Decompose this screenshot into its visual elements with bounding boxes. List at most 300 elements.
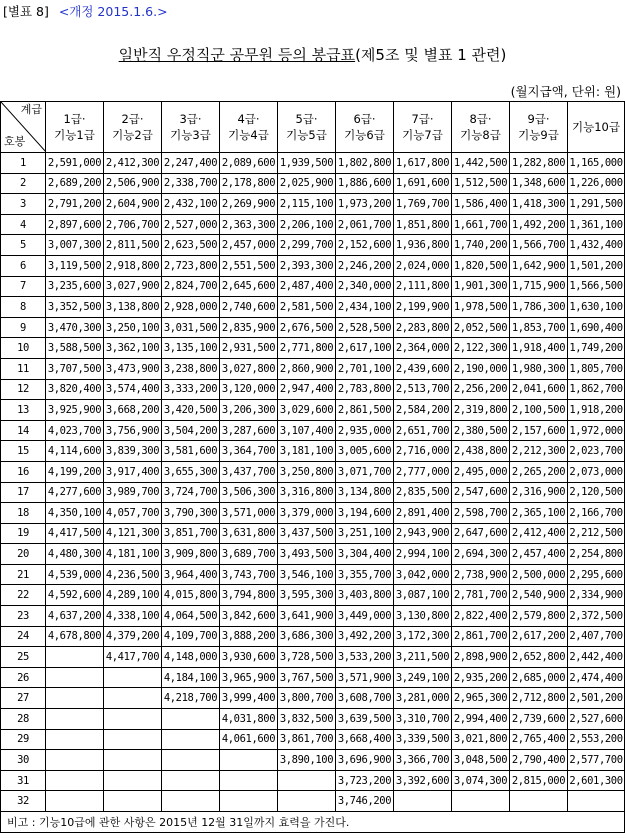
salary-cell: 3,238,800 bbox=[162, 358, 220, 379]
salary-cell: 2,935,200 bbox=[452, 667, 510, 688]
salary-cell: 2,547,600 bbox=[452, 482, 510, 503]
step-number: 6 bbox=[1, 255, 46, 276]
salary-cell: 2,591,000 bbox=[46, 153, 104, 174]
salary-cell: 4,057,700 bbox=[104, 503, 162, 524]
salary-cell: 1,901,300 bbox=[452, 276, 510, 297]
salary-cell bbox=[46, 709, 104, 730]
salary-cell: 1,805,700 bbox=[568, 358, 625, 379]
salary-cell: 3,120,000 bbox=[220, 379, 278, 400]
salary-cell: 3,250,100 bbox=[104, 317, 162, 338]
salary-cell: 4,592,600 bbox=[46, 585, 104, 606]
salary-cell: 2,712,800 bbox=[510, 688, 568, 709]
salary-cell: 2,295,600 bbox=[568, 564, 625, 585]
salary-cell: 3,724,700 bbox=[162, 482, 220, 503]
salary-cell: 3,107,400 bbox=[278, 420, 336, 441]
salary-cell bbox=[220, 750, 278, 771]
salary-cell: 2,815,000 bbox=[510, 770, 568, 791]
table-row bbox=[1, 441, 625, 462]
salary-cell: 1,978,500 bbox=[452, 297, 510, 318]
step-axis-label: 호봉 bbox=[4, 135, 26, 148]
salary-cell: 4,218,700 bbox=[162, 688, 220, 709]
salary-cell: 2,617,200 bbox=[510, 626, 568, 647]
salary-cell: 3,743,700 bbox=[220, 564, 278, 585]
salary-cell: 3,281,000 bbox=[394, 688, 452, 709]
salary-cell: 2,089,600 bbox=[220, 153, 278, 174]
step-number: 28 bbox=[1, 709, 46, 730]
salary-cell bbox=[46, 688, 104, 709]
table-row bbox=[1, 523, 625, 544]
salary-cell: 2,319,800 bbox=[452, 400, 510, 421]
salary-cell: 3,574,400 bbox=[104, 379, 162, 400]
salary-cell: 2,935,000 bbox=[336, 420, 394, 441]
annex-label: [별표 8] bbox=[3, 4, 49, 19]
salary-cell: 3,689,700 bbox=[220, 544, 278, 565]
salary-cell: 2,372,500 bbox=[568, 606, 625, 627]
salary-cell: 3,890,100 bbox=[278, 750, 336, 771]
salary-cell: 1,715,900 bbox=[510, 276, 568, 297]
salary-cell: 1,432,400 bbox=[568, 235, 625, 256]
salary-cell: 3,794,800 bbox=[220, 585, 278, 606]
grade-column-header bbox=[162, 102, 220, 153]
salary-cell: 3,790,300 bbox=[162, 503, 220, 524]
salary-table bbox=[0, 101, 625, 833]
salary-cell: 3,366,700 bbox=[394, 750, 452, 771]
salary-cell: 4,678,800 bbox=[46, 626, 104, 647]
step-number: 12 bbox=[1, 379, 46, 400]
salary-cell: 1,586,400 bbox=[452, 194, 510, 215]
page-title bbox=[0, 44, 625, 65]
salary-cell: 1,786,300 bbox=[510, 297, 568, 318]
salary-cell: 2,340,000 bbox=[336, 276, 394, 297]
salary-cell: 2,380,500 bbox=[452, 420, 510, 441]
salary-cell: 2,943,900 bbox=[394, 523, 452, 544]
salary-cell: 2,738,900 bbox=[452, 564, 510, 585]
salary-cell: 2,947,400 bbox=[278, 379, 336, 400]
salary-cell: 2,723,800 bbox=[162, 255, 220, 276]
salary-cell: 2,994,100 bbox=[394, 544, 452, 565]
salary-cell: 3,134,800 bbox=[336, 482, 394, 503]
salary-cell bbox=[104, 667, 162, 688]
skill-grade-label: 기능5급 bbox=[286, 128, 327, 142]
salary-cell: 1,630,100 bbox=[568, 297, 625, 318]
salary-cell: 2,434,100 bbox=[336, 297, 394, 318]
step-number: 2 bbox=[1, 173, 46, 194]
salary-cell: 3,235,600 bbox=[46, 276, 104, 297]
table-row bbox=[1, 255, 625, 276]
step-number: 21 bbox=[1, 564, 46, 585]
salary-cell: 2,931,500 bbox=[220, 338, 278, 359]
salary-cell: 2,412,300 bbox=[104, 153, 162, 174]
salary-cell: 4,061,600 bbox=[220, 729, 278, 750]
salary-cell bbox=[278, 770, 336, 791]
salary-cell: 2,835,900 bbox=[220, 317, 278, 338]
grade-label: 8급· bbox=[469, 112, 492, 126]
salary-cell: 2,781,700 bbox=[452, 585, 510, 606]
salary-cell: 2,811,500 bbox=[104, 235, 162, 256]
step-number: 5 bbox=[1, 235, 46, 256]
footnote: 비고 : 기능10급에 관한 사항은 2015년 12월 31일까지 효력을 가진다. bbox=[1, 812, 625, 833]
salary-cell: 3,504,200 bbox=[162, 420, 220, 441]
salary-cell: 2,500,000 bbox=[510, 564, 568, 585]
table-row bbox=[1, 317, 625, 338]
salary-cell: 3,304,400 bbox=[336, 544, 394, 565]
step-number: 17 bbox=[1, 482, 46, 503]
annex-header bbox=[3, 2, 168, 20]
salary-cell bbox=[46, 647, 104, 668]
salary-cell: 1,566,500 bbox=[568, 276, 625, 297]
table-row bbox=[1, 153, 625, 174]
salary-cell: 3,027,800 bbox=[220, 358, 278, 379]
salary-cell: 1,749,200 bbox=[568, 338, 625, 359]
salary-cell: 3,707,500 bbox=[46, 358, 104, 379]
salary-cell: 3,392,600 bbox=[394, 770, 452, 791]
salary-cell: 3,087,100 bbox=[394, 585, 452, 606]
salary-cell: 2,651,700 bbox=[394, 420, 452, 441]
step-number: 14 bbox=[1, 420, 46, 441]
salary-cell: 3,074,300 bbox=[452, 770, 510, 791]
salary-cell: 3,668,400 bbox=[336, 729, 394, 750]
step-number: 3 bbox=[1, 194, 46, 215]
salary-cell: 2,438,800 bbox=[452, 441, 510, 462]
salary-cell: 1,348,600 bbox=[510, 173, 568, 194]
salary-cell: 1,291,500 bbox=[568, 194, 625, 215]
step-number: 32 bbox=[1, 791, 46, 812]
corner-cell bbox=[1, 102, 46, 153]
salary-cell: 2,120,500 bbox=[568, 482, 625, 503]
table-row bbox=[1, 461, 625, 482]
salary-cell: 3,756,900 bbox=[104, 420, 162, 441]
salary-cell: 3,888,200 bbox=[220, 626, 278, 647]
skill-grade-label: 기능1급 bbox=[54, 128, 95, 142]
table-row bbox=[1, 276, 625, 297]
step-number: 20 bbox=[1, 544, 46, 565]
table-row bbox=[1, 420, 625, 441]
salary-cell: 3,048,500 bbox=[452, 750, 510, 771]
salary-cell: 3,506,300 bbox=[220, 482, 278, 503]
table-row bbox=[1, 729, 625, 750]
salary-cell: 3,031,500 bbox=[162, 317, 220, 338]
salary-cell: 3,581,600 bbox=[162, 441, 220, 462]
salary-cell: 4,277,600 bbox=[46, 482, 104, 503]
salary-cell: 4,181,100 bbox=[104, 544, 162, 565]
salary-cell: 2,457,400 bbox=[510, 544, 568, 565]
salary-cell: 2,073,000 bbox=[568, 461, 625, 482]
salary-cell: 2,495,000 bbox=[452, 461, 510, 482]
salary-cell: 2,965,300 bbox=[452, 688, 510, 709]
table-row bbox=[1, 606, 625, 627]
grade-column-header bbox=[278, 102, 336, 153]
step-number: 7 bbox=[1, 276, 46, 297]
salary-cell: 2,363,300 bbox=[220, 214, 278, 235]
footnote-row bbox=[1, 812, 625, 833]
salary-cell: 3,172,300 bbox=[394, 626, 452, 647]
salary-cell: 2,777,000 bbox=[394, 461, 452, 482]
salary-cell: 2,178,800 bbox=[220, 173, 278, 194]
salary-cell: 1,512,500 bbox=[452, 173, 510, 194]
salary-cell: 1,853,700 bbox=[510, 317, 568, 338]
salary-cell: 2,254,800 bbox=[568, 544, 625, 565]
salary-cell: 2,598,700 bbox=[452, 503, 510, 524]
salary-cell: 3,007,300 bbox=[46, 235, 104, 256]
salary-cell: 2,122,300 bbox=[452, 338, 510, 359]
salary-cell: 3,999,400 bbox=[220, 688, 278, 709]
salary-cell: 2,439,600 bbox=[394, 358, 452, 379]
salary-cell: 4,637,200 bbox=[46, 606, 104, 627]
salary-cell: 3,767,500 bbox=[278, 667, 336, 688]
salary-cell: 2,540,900 bbox=[510, 585, 568, 606]
salary-cell: 4,350,100 bbox=[46, 503, 104, 524]
salary-cell: 2,623,500 bbox=[162, 235, 220, 256]
salary-cell: 4,539,000 bbox=[46, 564, 104, 585]
salary-cell: 3,379,000 bbox=[278, 503, 336, 524]
grade-column-header bbox=[220, 102, 278, 153]
salary-cell: 3,470,300 bbox=[46, 317, 104, 338]
salary-cell: 1,862,700 bbox=[568, 379, 625, 400]
salary-cell: 2,716,000 bbox=[394, 441, 452, 462]
skill-grade-label: 기능10급 bbox=[572, 120, 620, 134]
salary-cell: 3,917,400 bbox=[104, 461, 162, 482]
salary-cell: 3,965,900 bbox=[220, 667, 278, 688]
table-row bbox=[1, 770, 625, 791]
salary-cell: 2,835,500 bbox=[394, 482, 452, 503]
table-row bbox=[1, 194, 625, 215]
table-row bbox=[1, 544, 625, 565]
salary-cell: 2,740,600 bbox=[220, 297, 278, 318]
salary-cell: 3,820,400 bbox=[46, 379, 104, 400]
grade-column-header bbox=[568, 102, 625, 153]
grade-label: 2급· bbox=[121, 112, 144, 126]
salary-cell: 3,608,700 bbox=[336, 688, 394, 709]
step-number: 29 bbox=[1, 729, 46, 750]
grade-label: 3급· bbox=[179, 112, 202, 126]
grade-label: 5급· bbox=[295, 112, 318, 126]
salary-cell: 2,115,100 bbox=[278, 194, 336, 215]
salary-cell: 2,584,200 bbox=[394, 400, 452, 421]
salary-cell: 3,668,200 bbox=[104, 400, 162, 421]
salary-cell: 3,181,100 bbox=[278, 441, 336, 462]
salary-cell: 1,361,100 bbox=[568, 214, 625, 235]
salary-cell bbox=[220, 791, 278, 812]
salary-cell bbox=[452, 791, 510, 812]
salary-cell: 1,939,500 bbox=[278, 153, 336, 174]
salary-cell: 4,031,800 bbox=[220, 709, 278, 730]
salary-cell: 2,432,100 bbox=[162, 194, 220, 215]
salary-cell: 2,645,600 bbox=[220, 276, 278, 297]
salary-cell: 1,740,200 bbox=[452, 235, 510, 256]
step-number: 25 bbox=[1, 647, 46, 668]
salary-cell: 4,023,700 bbox=[46, 420, 104, 441]
table-row bbox=[1, 400, 625, 421]
salary-cell: 2,206,100 bbox=[278, 214, 336, 235]
skill-grade-label: 기능7급 bbox=[402, 128, 443, 142]
grade-column-header bbox=[394, 102, 452, 153]
salary-cell: 3,655,300 bbox=[162, 461, 220, 482]
salary-cell: 3,027,900 bbox=[104, 276, 162, 297]
salary-cell: 4,148,000 bbox=[162, 647, 220, 668]
salary-cell: 2,246,200 bbox=[336, 255, 394, 276]
salary-cell: 3,042,000 bbox=[394, 564, 452, 585]
salary-cell: 2,928,000 bbox=[162, 297, 220, 318]
salary-cell bbox=[278, 791, 336, 812]
salary-cell: 1,769,700 bbox=[394, 194, 452, 215]
salary-cell: 2,617,100 bbox=[336, 338, 394, 359]
salary-cell: 2,393,300 bbox=[278, 255, 336, 276]
salary-cell: 1,918,200 bbox=[568, 400, 625, 421]
table-row bbox=[1, 235, 625, 256]
salary-cell: 2,265,200 bbox=[510, 461, 568, 482]
salary-cell: 2,551,500 bbox=[220, 255, 278, 276]
salary-cell: 3,355,700 bbox=[336, 564, 394, 585]
table-row bbox=[1, 358, 625, 379]
salary-cell: 4,338,100 bbox=[104, 606, 162, 627]
step-number: 18 bbox=[1, 503, 46, 524]
salary-cell bbox=[46, 770, 104, 791]
table-row bbox=[1, 173, 625, 194]
salary-cell: 3,021,800 bbox=[452, 729, 510, 750]
salary-cell: 3,071,700 bbox=[336, 461, 394, 482]
salary-cell: 2,701,100 bbox=[336, 358, 394, 379]
salary-cell: 1,492,200 bbox=[510, 214, 568, 235]
salary-cell: 2,689,200 bbox=[46, 173, 104, 194]
salary-cell: 3,686,300 bbox=[278, 626, 336, 647]
skill-grade-label: 기능8급 bbox=[460, 128, 501, 142]
grade-label: 4급· bbox=[237, 112, 260, 126]
step-number: 8 bbox=[1, 297, 46, 318]
salary-cell: 3,925,900 bbox=[46, 400, 104, 421]
salary-cell: 2,025,900 bbox=[278, 173, 336, 194]
salary-cell bbox=[220, 770, 278, 791]
salary-cell: 2,334,900 bbox=[568, 585, 625, 606]
salary-cell: 2,897,600 bbox=[46, 214, 104, 235]
salary-cell: 3,403,800 bbox=[336, 585, 394, 606]
table-row bbox=[1, 379, 625, 400]
title-main: 일반직 우정직군 공무원 등의 봉급표 bbox=[118, 46, 356, 64]
salary-cell: 3,842,600 bbox=[220, 606, 278, 627]
salary-cell: 2,604,900 bbox=[104, 194, 162, 215]
salary-cell bbox=[104, 770, 162, 791]
salary-cell: 2,918,800 bbox=[104, 255, 162, 276]
salary-cell: 3,909,800 bbox=[162, 544, 220, 565]
grade-column-header bbox=[336, 102, 394, 153]
salary-cell: 2,412,400 bbox=[510, 523, 568, 544]
salary-cell: 2,100,500 bbox=[510, 400, 568, 421]
salary-cell: 3,832,500 bbox=[278, 709, 336, 730]
salary-cell: 2,299,700 bbox=[278, 235, 336, 256]
salary-cell: 3,437,700 bbox=[220, 461, 278, 482]
salary-cell: 2,994,400 bbox=[452, 709, 510, 730]
salary-cell: 1,972,000 bbox=[568, 420, 625, 441]
salary-cell: 4,236,500 bbox=[104, 564, 162, 585]
salary-cell: 3,728,500 bbox=[278, 647, 336, 668]
salary-cell: 3,420,500 bbox=[162, 400, 220, 421]
salary-cell: 2,771,800 bbox=[278, 338, 336, 359]
salary-cell: 2,023,700 bbox=[568, 441, 625, 462]
salary-cell: 3,595,300 bbox=[278, 585, 336, 606]
salary-cell: 1,820,500 bbox=[452, 255, 510, 276]
salary-cell: 1,642,900 bbox=[510, 255, 568, 276]
salary-cell bbox=[162, 770, 220, 791]
salary-cell: 3,316,800 bbox=[278, 482, 336, 503]
salary-cell bbox=[510, 791, 568, 812]
salary-cell: 2,765,400 bbox=[510, 729, 568, 750]
salary-cell: 2,041,600 bbox=[510, 379, 568, 400]
salary-cell: 3,362,100 bbox=[104, 338, 162, 359]
salary-cell: 3,473,900 bbox=[104, 358, 162, 379]
salary-cell: 1,282,800 bbox=[510, 153, 568, 174]
salary-cell: 3,964,400 bbox=[162, 564, 220, 585]
step-number: 4 bbox=[1, 214, 46, 235]
step-number: 30 bbox=[1, 750, 46, 771]
salary-cell: 4,289,100 bbox=[104, 585, 162, 606]
salary-cell: 2,676,500 bbox=[278, 317, 336, 338]
salary-cell bbox=[46, 750, 104, 771]
step-number: 26 bbox=[1, 667, 46, 688]
salary-cell bbox=[104, 688, 162, 709]
salary-cell: 3,492,200 bbox=[336, 626, 394, 647]
step-number: 27 bbox=[1, 688, 46, 709]
salary-cell: 2,212,500 bbox=[568, 523, 625, 544]
salary-cell bbox=[104, 750, 162, 771]
salary-cell: 2,061,700 bbox=[336, 214, 394, 235]
salary-cell: 2,052,500 bbox=[452, 317, 510, 338]
salary-cell: 3,449,000 bbox=[336, 606, 394, 627]
salary-cell: 3,571,000 bbox=[220, 503, 278, 524]
salary-cell: 4,109,700 bbox=[162, 626, 220, 647]
salary-cell: 3,631,800 bbox=[220, 523, 278, 544]
salary-cell: 2,166,700 bbox=[568, 503, 625, 524]
grade-column-header bbox=[510, 102, 568, 153]
revision-note: <개정 2015.1.6.> bbox=[58, 4, 168, 19]
table-row bbox=[1, 667, 625, 688]
grade-column-header bbox=[46, 102, 104, 153]
salary-cell: 2,891,400 bbox=[394, 503, 452, 524]
salary-cell: 2,256,200 bbox=[452, 379, 510, 400]
salary-cell: 1,661,700 bbox=[452, 214, 510, 235]
table-row bbox=[1, 338, 625, 359]
step-number: 10 bbox=[1, 338, 46, 359]
salary-cell: 3,194,600 bbox=[336, 503, 394, 524]
salary-cell: 3,029,600 bbox=[278, 400, 336, 421]
title-paren: (제5조 및 별표 1 관련) bbox=[355, 46, 507, 64]
table-row bbox=[1, 688, 625, 709]
salary-cell: 2,652,800 bbox=[510, 647, 568, 668]
salary-cell: 2,474,400 bbox=[568, 667, 625, 688]
salary-cell: 3,989,700 bbox=[104, 482, 162, 503]
salary-cell: 3,130,800 bbox=[394, 606, 452, 627]
salary-cell: 3,250,800 bbox=[278, 461, 336, 482]
salary-cell bbox=[46, 729, 104, 750]
salary-cell: 2,577,700 bbox=[568, 750, 625, 771]
grade-label: 9급· bbox=[527, 112, 550, 126]
salary-cell: 3,546,100 bbox=[278, 564, 336, 585]
salary-cell: 3,211,500 bbox=[394, 647, 452, 668]
grade-column-header bbox=[104, 102, 162, 153]
salary-cell: 2,111,800 bbox=[394, 276, 452, 297]
salary-cell: 2,706,700 bbox=[104, 214, 162, 235]
salary-cell: 1,886,600 bbox=[336, 173, 394, 194]
salary-cell: 2,861,700 bbox=[452, 626, 510, 647]
grade-label: 1급· bbox=[63, 112, 86, 126]
salary-cell: 3,364,700 bbox=[220, 441, 278, 462]
salary-cell: 2,365,100 bbox=[510, 503, 568, 524]
salary-cell: 3,639,500 bbox=[336, 709, 394, 730]
salary-cell: 2,898,900 bbox=[452, 647, 510, 668]
salary-cell: 3,571,900 bbox=[336, 667, 394, 688]
salary-cell: 1,936,800 bbox=[394, 235, 452, 256]
salary-cell: 2,513,700 bbox=[394, 379, 452, 400]
salary-cell bbox=[162, 729, 220, 750]
salary-cell: 4,417,700 bbox=[104, 647, 162, 668]
